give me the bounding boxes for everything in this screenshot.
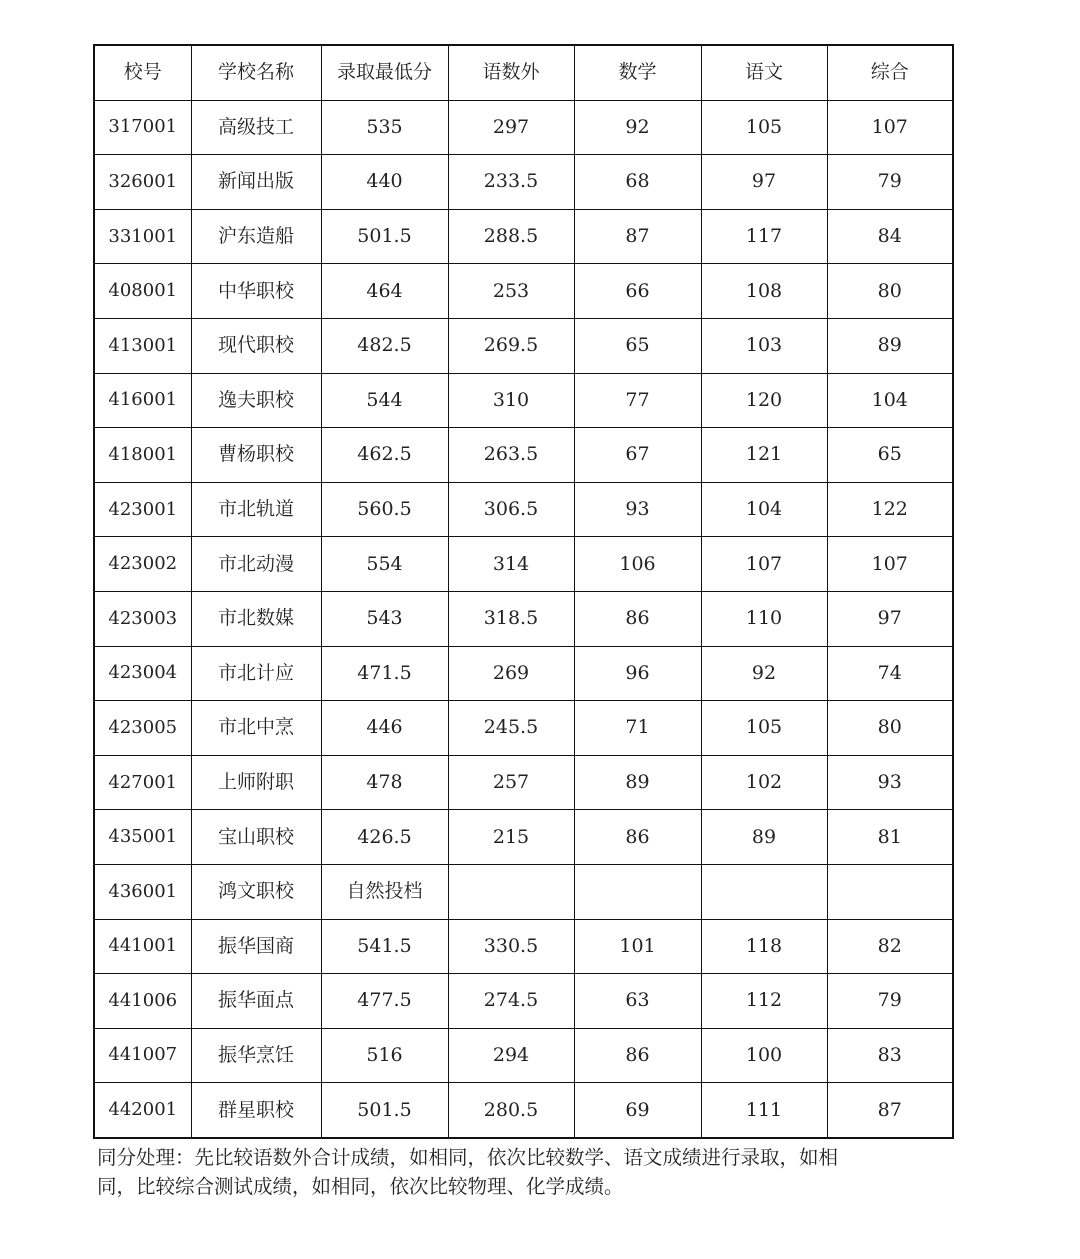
header-min-score: 录取最低分 bbox=[321, 45, 448, 100]
cell-math: 92 bbox=[574, 100, 701, 155]
cell-min-score: 501.5 bbox=[321, 209, 448, 264]
table-row bbox=[94, 264, 953, 319]
cell-math: 77 bbox=[574, 373, 701, 428]
cell-chinese-math-english: 314 bbox=[448, 537, 574, 592]
cell-chinese: 121 bbox=[701, 428, 827, 483]
cell-min-score: 478 bbox=[321, 755, 448, 810]
cell-comprehensive: 79 bbox=[827, 155, 953, 210]
cell-comprehensive bbox=[827, 864, 953, 919]
cell-chinese-math-english: 274.5 bbox=[448, 974, 574, 1029]
cell-min-score: 477.5 bbox=[321, 974, 448, 1029]
table-row bbox=[94, 482, 953, 537]
cell-school-name: 市北数媒 bbox=[191, 591, 321, 646]
cell-comprehensive: 93 bbox=[827, 755, 953, 810]
cell-school-id: 408001 bbox=[94, 264, 191, 319]
cell-school-name: 振华国商 bbox=[191, 919, 321, 974]
cell-school-id: 423002 bbox=[94, 537, 191, 592]
cell-chinese: 110 bbox=[701, 591, 827, 646]
cell-chinese-math-english: 263.5 bbox=[448, 428, 574, 483]
cell-comprehensive: 107 bbox=[827, 537, 953, 592]
table-row bbox=[94, 1083, 953, 1138]
cell-chinese-math-english bbox=[448, 864, 574, 919]
cell-math: 68 bbox=[574, 155, 701, 210]
cell-school-id: 413001 bbox=[94, 318, 191, 373]
cell-chinese-math-english: 215 bbox=[448, 810, 574, 865]
cell-chinese: 120 bbox=[701, 373, 827, 428]
cell-min-score: 543 bbox=[321, 591, 448, 646]
header-school-id: 校号 bbox=[94, 45, 191, 100]
cell-chinese-math-english: 294 bbox=[448, 1028, 574, 1083]
cell-school-name: 市北轨道 bbox=[191, 482, 321, 537]
cell-school-id: 416001 bbox=[94, 373, 191, 428]
table-row bbox=[94, 1028, 953, 1083]
cell-chinese: 102 bbox=[701, 755, 827, 810]
cell-chinese: 107 bbox=[701, 537, 827, 592]
cell-min-score: 482.5 bbox=[321, 318, 448, 373]
table-row bbox=[94, 701, 953, 756]
cell-school-name: 新闻出版 bbox=[191, 155, 321, 210]
cell-school-id: 418001 bbox=[94, 428, 191, 483]
cell-chinese-math-english: 318.5 bbox=[448, 591, 574, 646]
cell-chinese: 97 bbox=[701, 155, 827, 210]
cell-comprehensive: 83 bbox=[827, 1028, 953, 1083]
cell-comprehensive: 81 bbox=[827, 810, 953, 865]
cell-chinese-math-english: 269.5 bbox=[448, 318, 574, 373]
cell-min-score: 544 bbox=[321, 373, 448, 428]
cell-min-score: 自然投档 bbox=[321, 864, 448, 919]
cell-chinese-math-english: 245.5 bbox=[448, 701, 574, 756]
cell-comprehensive: 89 bbox=[827, 318, 953, 373]
cell-school-name: 市北计应 bbox=[191, 646, 321, 701]
cell-math: 89 bbox=[574, 755, 701, 810]
cell-comprehensive: 74 bbox=[827, 646, 953, 701]
cell-chinese-math-english: 280.5 bbox=[448, 1083, 574, 1138]
cell-min-score: 440 bbox=[321, 155, 448, 210]
cell-min-score: 462.5 bbox=[321, 428, 448, 483]
cell-school-name: 鸿文职校 bbox=[191, 864, 321, 919]
cell-school-id: 441007 bbox=[94, 1028, 191, 1083]
cell-chinese-math-english: 310 bbox=[448, 373, 574, 428]
cell-school-name: 高级技工 bbox=[191, 100, 321, 155]
cell-math: 106 bbox=[574, 537, 701, 592]
cell-school-name: 沪东造船 bbox=[191, 209, 321, 264]
cell-math: 71 bbox=[574, 701, 701, 756]
cell-school-id: 317001 bbox=[94, 100, 191, 155]
cell-chinese: 112 bbox=[701, 974, 827, 1029]
cell-min-score: 560.5 bbox=[321, 482, 448, 537]
table-row bbox=[94, 100, 953, 155]
table-row bbox=[94, 537, 953, 592]
cell-math: 101 bbox=[574, 919, 701, 974]
cell-school-id: 436001 bbox=[94, 864, 191, 919]
table-row bbox=[94, 864, 953, 919]
cell-chinese-math-english: 288.5 bbox=[448, 209, 574, 264]
cell-min-score: 471.5 bbox=[321, 646, 448, 701]
cell-school-id: 423004 bbox=[94, 646, 191, 701]
cell-min-score: 516 bbox=[321, 1028, 448, 1083]
cell-school-name: 曹杨职校 bbox=[191, 428, 321, 483]
cell-math: 93 bbox=[574, 482, 701, 537]
table-row bbox=[94, 591, 953, 646]
cell-math: 69 bbox=[574, 1083, 701, 1138]
cell-min-score: 446 bbox=[321, 701, 448, 756]
cell-comprehensive: 84 bbox=[827, 209, 953, 264]
cell-comprehensive: 87 bbox=[827, 1083, 953, 1138]
cell-chinese: 89 bbox=[701, 810, 827, 865]
cell-school-name: 逸夫职校 bbox=[191, 373, 321, 428]
cell-math: 86 bbox=[574, 1028, 701, 1083]
cell-chinese-math-english: 306.5 bbox=[448, 482, 574, 537]
header-school-name: 学校名称 bbox=[191, 45, 321, 100]
cell-math: 65 bbox=[574, 318, 701, 373]
cell-comprehensive: 122 bbox=[827, 482, 953, 537]
cell-comprehensive: 65 bbox=[827, 428, 953, 483]
header-comprehensive: 综合 bbox=[827, 45, 953, 100]
cell-min-score: 426.5 bbox=[321, 810, 448, 865]
header-math: 数学 bbox=[574, 45, 701, 100]
cell-chinese: 92 bbox=[701, 646, 827, 701]
cell-min-score: 501.5 bbox=[321, 1083, 448, 1138]
cell-math: 67 bbox=[574, 428, 701, 483]
cell-math: 87 bbox=[574, 209, 701, 264]
cell-school-name: 中华职校 bbox=[191, 264, 321, 319]
table-row bbox=[94, 810, 953, 865]
cell-school-id: 427001 bbox=[94, 755, 191, 810]
cell-chinese-math-english: 269 bbox=[448, 646, 574, 701]
table-body bbox=[94, 100, 953, 1138]
note-line: 同分处理：先比较语数外合计成绩，如相同，依次比较数学、语文成绩进行录取，如相 bbox=[97, 1146, 839, 1169]
cell-comprehensive: 107 bbox=[827, 100, 953, 155]
cell-school-id: 423005 bbox=[94, 701, 191, 756]
note-line: 同，比较综合测试成绩，如相同，依次比较物理、化学成绩。 bbox=[97, 1175, 624, 1198]
cell-school-id: 435001 bbox=[94, 810, 191, 865]
cell-chinese: 103 bbox=[701, 318, 827, 373]
cell-chinese-math-english: 330.5 bbox=[448, 919, 574, 974]
header-chinese-math-english: 语数外 bbox=[448, 45, 574, 100]
table-row bbox=[94, 974, 953, 1029]
cell-school-id: 423003 bbox=[94, 591, 191, 646]
table-row bbox=[94, 428, 953, 483]
cell-school-name: 群星职校 bbox=[191, 1083, 321, 1138]
cell-min-score: 541.5 bbox=[321, 919, 448, 974]
table-row bbox=[94, 209, 953, 264]
header-row bbox=[94, 45, 953, 100]
cell-chinese-math-english: 233.5 bbox=[448, 155, 574, 210]
cell-chinese: 108 bbox=[701, 264, 827, 319]
cell-comprehensive: 104 bbox=[827, 373, 953, 428]
cell-chinese-math-english: 253 bbox=[448, 264, 574, 319]
cell-comprehensive: 82 bbox=[827, 919, 953, 974]
cell-school-id: 326001 bbox=[94, 155, 191, 210]
table-row bbox=[94, 919, 953, 974]
cell-school-name: 振华面点 bbox=[191, 974, 321, 1029]
cell-school-id: 442001 bbox=[94, 1083, 191, 1138]
cell-chinese bbox=[701, 864, 827, 919]
cell-school-id: 441001 bbox=[94, 919, 191, 974]
cell-school-name: 上师附职 bbox=[191, 755, 321, 810]
cell-math: 63 bbox=[574, 974, 701, 1029]
cell-chinese-math-english: 297 bbox=[448, 100, 574, 155]
cell-min-score: 535 bbox=[321, 100, 448, 155]
tie-break-note bbox=[97, 1143, 937, 1201]
cell-chinese: 105 bbox=[701, 701, 827, 756]
table-row bbox=[94, 318, 953, 373]
cell-math: 66 bbox=[574, 264, 701, 319]
cell-math: 86 bbox=[574, 810, 701, 865]
cell-chinese: 117 bbox=[701, 209, 827, 264]
table-row bbox=[94, 373, 953, 428]
cell-comprehensive: 79 bbox=[827, 974, 953, 1029]
cell-school-name: 宝山职校 bbox=[191, 810, 321, 865]
cell-chinese: 111 bbox=[701, 1083, 827, 1138]
cell-school-name: 市北动漫 bbox=[191, 537, 321, 592]
cell-chinese: 118 bbox=[701, 919, 827, 974]
table-row bbox=[94, 646, 953, 701]
cell-school-id: 441006 bbox=[94, 974, 191, 1029]
table-row bbox=[94, 755, 953, 810]
cell-min-score: 554 bbox=[321, 537, 448, 592]
table-row bbox=[94, 155, 953, 210]
cell-chinese: 104 bbox=[701, 482, 827, 537]
cell-school-name: 现代职校 bbox=[191, 318, 321, 373]
cell-chinese-math-english: 257 bbox=[448, 755, 574, 810]
cell-school-name: 振华烹饪 bbox=[191, 1028, 321, 1083]
cell-school-id: 331001 bbox=[94, 209, 191, 264]
cell-comprehensive: 97 bbox=[827, 591, 953, 646]
cell-math bbox=[574, 864, 701, 919]
cell-comprehensive: 80 bbox=[827, 701, 953, 756]
cell-min-score: 464 bbox=[321, 264, 448, 319]
cell-comprehensive: 80 bbox=[827, 264, 953, 319]
admission-score-table bbox=[93, 44, 954, 1139]
cell-math: 86 bbox=[574, 591, 701, 646]
cell-chinese: 105 bbox=[701, 100, 827, 155]
cell-school-name: 市北中烹 bbox=[191, 701, 321, 756]
cell-school-id: 423001 bbox=[94, 482, 191, 537]
header-chinese: 语文 bbox=[701, 45, 827, 100]
cell-math: 96 bbox=[574, 646, 701, 701]
cell-chinese: 100 bbox=[701, 1028, 827, 1083]
